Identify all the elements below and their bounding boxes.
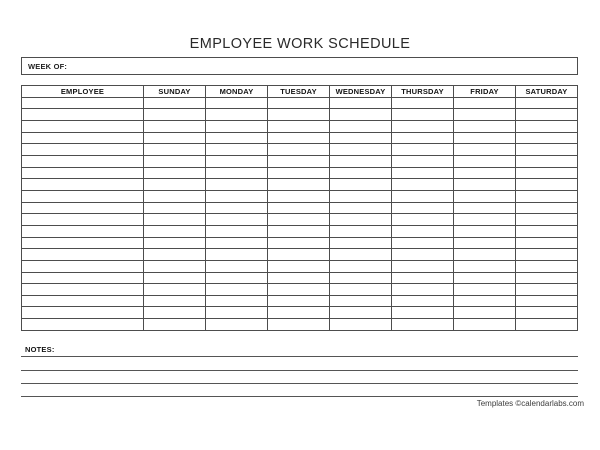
schedule-cell-15-sunday[interactable]	[144, 260, 206, 272]
schedule-cell-12-saturday[interactable]	[516, 225, 578, 237]
schedule-cell-7-employee[interactable]	[22, 167, 144, 179]
schedule-cell-14-wednesday[interactable]	[330, 249, 392, 261]
footer-credit: Templates ©calendarlabs.com	[476, 399, 584, 408]
schedule-cell-20-wednesday[interactable]	[330, 319, 392, 331]
schedule-cell-19-wednesday[interactable]	[330, 307, 392, 319]
schedule-cell-4-wednesday[interactable]	[330, 132, 392, 144]
column-header-sunday: SUNDAY	[144, 86, 206, 98]
schedule-row-4	[22, 132, 578, 144]
week-of-label: WEEK OF:	[28, 61, 68, 71]
schedule-cell-13-sunday[interactable]	[144, 237, 206, 249]
schedule-cell-18-sunday[interactable]	[144, 295, 206, 307]
schedule-cell-16-saturday[interactable]	[516, 272, 578, 284]
schedule-cell-1-sunday[interactable]	[144, 97, 206, 109]
column-header-employee: EMPLOYEE	[22, 86, 144, 98]
schedule-cell-18-wednesday[interactable]	[330, 295, 392, 307]
week-of-box	[21, 57, 578, 75]
schedule-cell-3-saturday[interactable]	[516, 120, 578, 132]
schedule-cell-6-sunday[interactable]	[144, 155, 206, 167]
schedule-cell-14-tuesday[interactable]	[268, 249, 330, 261]
schedule-cell-6-tuesday[interactable]	[268, 155, 330, 167]
column-header-thursday: THURSDAY	[392, 86, 454, 98]
schedule-cell-8-tuesday[interactable]	[268, 179, 330, 191]
schedule-cell-9-tuesday[interactable]	[268, 190, 330, 202]
schedule-cell-17-wednesday[interactable]	[330, 284, 392, 296]
schedule-cell-14-sunday[interactable]	[144, 249, 206, 261]
schedule-cell-8-monday[interactable]	[206, 179, 268, 191]
schedule-cell-15-monday[interactable]	[206, 260, 268, 272]
schedule-cell-12-employee[interactable]	[22, 225, 144, 237]
schedule-cell-20-employee[interactable]	[22, 319, 144, 331]
schedule-cell-6-friday[interactable]	[454, 155, 516, 167]
schedule-row-13	[22, 237, 578, 249]
schedule-cell-14-saturday[interactable]	[516, 249, 578, 261]
schedule-table	[21, 85, 578, 331]
schedule-row-9	[22, 190, 578, 202]
schedule-cell-4-sunday[interactable]	[144, 132, 206, 144]
schedule-cell-4-saturday[interactable]	[516, 132, 578, 144]
schedule-cell-19-monday[interactable]	[206, 307, 268, 319]
column-header-friday: FRIDAY	[454, 86, 516, 98]
schedule-cell-9-thursday[interactable]	[392, 190, 454, 202]
schedule-cell-1-tuesday[interactable]	[268, 97, 330, 109]
schedule-cell-6-monday[interactable]	[206, 155, 268, 167]
schedule-cell-7-monday[interactable]	[206, 167, 268, 179]
schedule-cell-4-thursday[interactable]	[392, 132, 454, 144]
schedule-cell-16-tuesday[interactable]	[268, 272, 330, 284]
schedule-cell-17-tuesday[interactable]	[268, 284, 330, 296]
schedule-row-11	[22, 214, 578, 226]
schedule-cell-5-saturday[interactable]	[516, 144, 578, 156]
schedule-cell-1-employee[interactable]	[22, 97, 144, 109]
schedule-cell-13-saturday[interactable]	[516, 237, 578, 249]
schedule-cell-11-sunday[interactable]	[144, 214, 206, 226]
column-header-saturday: SATURDAY	[516, 86, 578, 98]
schedule-cell-13-monday[interactable]	[206, 237, 268, 249]
schedule-cell-20-sunday[interactable]	[144, 319, 206, 331]
schedule-cell-16-sunday[interactable]	[144, 272, 206, 284]
column-header-monday: MONDAY	[206, 86, 268, 98]
schedule-cell-3-sunday[interactable]	[144, 120, 206, 132]
schedule-cell-10-employee[interactable]	[22, 202, 144, 214]
schedule-cell-9-wednesday[interactable]	[330, 190, 392, 202]
schedule-cell-1-thursday[interactable]	[392, 97, 454, 109]
schedule-cell-8-wednesday[interactable]	[330, 179, 392, 191]
schedule-cell-13-employee[interactable]	[22, 237, 144, 249]
schedule-row-14	[22, 249, 578, 261]
schedule-cell-10-sunday[interactable]	[144, 202, 206, 214]
schedule-row-12	[22, 225, 578, 237]
schedule-cell-9-sunday[interactable]	[144, 190, 206, 202]
schedule-cell-10-thursday[interactable]	[392, 202, 454, 214]
schedule-cell-19-tuesday[interactable]	[268, 307, 330, 319]
schedule-cell-11-saturday[interactable]	[516, 214, 578, 226]
notes-line-4[interactable]	[21, 396, 578, 397]
week-of-input[interactable]	[67, 58, 577, 74]
schedule-row-18	[22, 295, 578, 307]
schedule-cell-2-thursday[interactable]	[392, 109, 454, 121]
schedule-cell-14-monday[interactable]	[206, 249, 268, 261]
schedule-cell-16-employee[interactable]	[22, 272, 144, 284]
schedule-cell-20-thursday[interactable]	[392, 319, 454, 331]
schedule-cell-19-saturday[interactable]	[516, 307, 578, 319]
schedule-cell-14-friday[interactable]	[454, 249, 516, 261]
schedule-cell-13-wednesday[interactable]	[330, 237, 392, 249]
schedule-header-row	[22, 86, 578, 98]
schedule-cell-6-employee[interactable]	[22, 155, 144, 167]
schedule-cell-8-friday[interactable]	[454, 179, 516, 191]
schedule-cell-2-wednesday[interactable]	[330, 109, 392, 121]
schedule-cell-16-friday[interactable]	[454, 272, 516, 284]
schedule-cell-7-wednesday[interactable]	[330, 167, 392, 179]
schedule-cell-17-friday[interactable]	[454, 284, 516, 296]
schedule-cell-18-employee[interactable]	[22, 295, 144, 307]
schedule-cell-18-tuesday[interactable]	[268, 295, 330, 307]
schedule-cell-17-employee[interactable]	[22, 284, 144, 296]
schedule-row-16	[22, 272, 578, 284]
schedule-cell-2-saturday[interactable]	[516, 109, 578, 121]
schedule-cell-11-employee[interactable]	[22, 214, 144, 226]
schedule-cell-5-sunday[interactable]	[144, 144, 206, 156]
schedule-cell-19-employee[interactable]	[22, 307, 144, 319]
schedule-cell-6-wednesday[interactable]	[330, 155, 392, 167]
schedule-cell-9-friday[interactable]	[454, 190, 516, 202]
schedule-cell-11-thursday[interactable]	[392, 214, 454, 226]
schedule-row-8	[22, 179, 578, 191]
schedule-row-7	[22, 167, 578, 179]
schedule-row-10	[22, 202, 578, 214]
schedule-cell-13-friday[interactable]	[454, 237, 516, 249]
schedule-cell-13-tuesday[interactable]	[268, 237, 330, 249]
schedule-cell-15-tuesday[interactable]	[268, 260, 330, 272]
column-header-tuesday: TUESDAY	[268, 86, 330, 98]
schedule-cell-16-monday[interactable]	[206, 272, 268, 284]
schedule-cell-15-thursday[interactable]	[392, 260, 454, 272]
schedule-cell-3-wednesday[interactable]	[330, 120, 392, 132]
schedule-cell-5-wednesday[interactable]	[330, 144, 392, 156]
schedule-cell-15-saturday[interactable]	[516, 260, 578, 272]
schedule-cell-12-thursday[interactable]	[392, 225, 454, 237]
schedule-cell-2-monday[interactable]	[206, 109, 268, 121]
schedule-cell-3-employee[interactable]	[22, 120, 144, 132]
schedule-cell-12-sunday[interactable]	[144, 225, 206, 237]
schedule-cell-19-sunday[interactable]	[144, 307, 206, 319]
schedule-cell-17-saturday[interactable]	[516, 284, 578, 296]
schedule-cell-10-friday[interactable]	[454, 202, 516, 214]
schedule-cell-10-saturday[interactable]	[516, 202, 578, 214]
schedule-cell-3-tuesday[interactable]	[268, 120, 330, 132]
schedule-cell-18-monday[interactable]	[206, 295, 268, 307]
schedule-cell-2-sunday[interactable]	[144, 109, 206, 121]
schedule-cell-10-monday[interactable]	[206, 202, 268, 214]
schedule-cell-15-wednesday[interactable]	[330, 260, 392, 272]
page-title: EMPLOYEE WORK SCHEDULE	[189, 36, 411, 52]
schedule-cell-11-wednesday[interactable]	[330, 214, 392, 226]
notes-line-3[interactable]	[21, 383, 578, 384]
schedule-cell-5-friday[interactable]	[454, 144, 516, 156]
schedule-cell-17-monday[interactable]	[206, 284, 268, 296]
notes-line-1[interactable]	[21, 356, 578, 357]
schedule-cell-15-employee[interactable]	[22, 260, 144, 272]
schedule-cell-9-monday[interactable]	[206, 190, 268, 202]
schedule-cell-3-friday[interactable]	[454, 120, 516, 132]
schedule-header	[22, 86, 578, 98]
notes-label: NOTES:	[25, 345, 55, 354]
schedule-cell-18-saturday[interactable]	[516, 295, 578, 307]
schedule-cell-1-saturday[interactable]	[516, 97, 578, 109]
schedule-cell-3-monday[interactable]	[206, 120, 268, 132]
schedule-cell-1-friday[interactable]	[454, 97, 516, 109]
schedule-row-6	[22, 155, 578, 167]
schedule-cell-20-monday[interactable]	[206, 319, 268, 331]
schedule-cell-20-tuesday[interactable]	[268, 319, 330, 331]
schedule-cell-7-thursday[interactable]	[392, 167, 454, 179]
schedule-row-1	[22, 97, 578, 109]
schedule-cell-2-friday[interactable]	[454, 109, 516, 121]
schedule-row-2	[22, 109, 578, 121]
schedule-cell-19-friday[interactable]	[454, 307, 516, 319]
schedule-cell-2-tuesday[interactable]	[268, 109, 330, 121]
notes-line-2[interactable]	[21, 370, 578, 371]
schedule-cell-12-wednesday[interactable]	[330, 225, 392, 237]
schedule-cell-2-employee[interactable]	[22, 109, 144, 121]
schedule-cell-7-tuesday[interactable]	[268, 167, 330, 179]
schedule-cell-8-thursday[interactable]	[392, 179, 454, 191]
schedule-row-15	[22, 260, 578, 272]
schedule-cell-15-friday[interactable]	[454, 260, 516, 272]
schedule-cell-20-saturday[interactable]	[516, 319, 578, 331]
schedule-cell-6-thursday[interactable]	[392, 155, 454, 167]
column-header-wednesday: WEDNESDAY	[330, 86, 392, 98]
schedule-row-5	[22, 144, 578, 156]
schedule-cell-11-tuesday[interactable]	[268, 214, 330, 226]
schedule-cell-3-thursday[interactable]	[392, 120, 454, 132]
schedule-cell-8-saturday[interactable]	[516, 179, 578, 191]
schedule-cell-7-saturday[interactable]	[516, 167, 578, 179]
schedule-cell-11-friday[interactable]	[454, 214, 516, 226]
schedule-cell-1-wednesday[interactable]	[330, 97, 392, 109]
schedule-row-19	[22, 307, 578, 319]
schedule-cell-9-employee[interactable]	[22, 190, 144, 202]
schedule-cell-12-friday[interactable]	[454, 225, 516, 237]
schedule-cell-19-thursday[interactable]	[392, 307, 454, 319]
schedule-cell-17-thursday[interactable]	[392, 284, 454, 296]
schedule-cell-20-friday[interactable]	[454, 319, 516, 331]
schedule-cell-4-employee[interactable]	[22, 132, 144, 144]
schedule-cell-4-monday[interactable]	[206, 132, 268, 144]
schedule-cell-5-tuesday[interactable]	[268, 144, 330, 156]
schedule-cell-5-employee[interactable]	[22, 144, 144, 156]
schedule-cell-4-friday[interactable]	[454, 132, 516, 144]
schedule-cell-16-thursday[interactable]	[392, 272, 454, 284]
schedule-cell-17-sunday[interactable]	[144, 284, 206, 296]
schedule-cell-12-tuesday[interactable]	[268, 225, 330, 237]
schedule-cell-6-saturday[interactable]	[516, 155, 578, 167]
schedule-cell-8-sunday[interactable]	[144, 179, 206, 191]
schedule-cell-7-sunday[interactable]	[144, 167, 206, 179]
schedule-cell-18-friday[interactable]	[454, 295, 516, 307]
schedule-cell-14-thursday[interactable]	[392, 249, 454, 261]
schedule-row-17	[22, 284, 578, 296]
schedule-cell-11-monday[interactable]	[206, 214, 268, 226]
schedule-cell-12-monday[interactable]	[206, 225, 268, 237]
schedule-cell-16-wednesday[interactable]	[330, 272, 392, 284]
schedule-cell-5-monday[interactable]	[206, 144, 268, 156]
schedule-cell-4-tuesday[interactable]	[268, 132, 330, 144]
schedule-cell-13-thursday[interactable]	[392, 237, 454, 249]
schedule-cell-1-monday[interactable]	[206, 97, 268, 109]
schedule-row-3	[22, 120, 578, 132]
schedule-cell-9-saturday[interactable]	[516, 190, 578, 202]
schedule-row-20	[22, 319, 578, 331]
schedule-cell-10-wednesday[interactable]	[330, 202, 392, 214]
schedule-cell-14-employee[interactable]	[22, 249, 144, 261]
schedule-cell-5-thursday[interactable]	[392, 144, 454, 156]
schedule-cell-18-thursday[interactable]	[392, 295, 454, 307]
schedule-cell-8-employee[interactable]	[22, 179, 144, 191]
schedule-cell-10-tuesday[interactable]	[268, 202, 330, 214]
schedule-body	[22, 97, 578, 330]
schedule-cell-7-friday[interactable]	[454, 167, 516, 179]
